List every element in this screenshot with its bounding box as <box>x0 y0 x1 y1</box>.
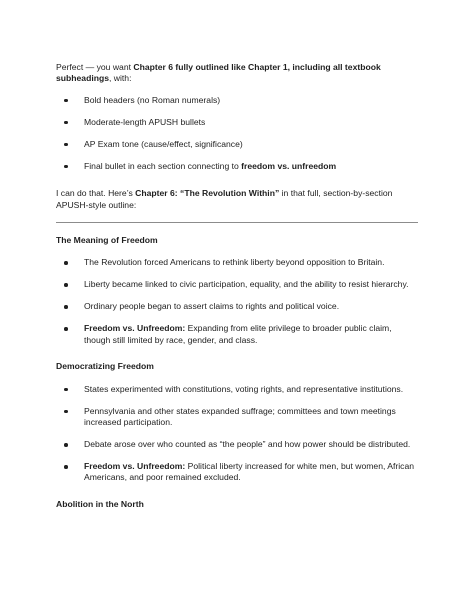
intro-text: Perfect — you want <box>56 62 134 72</box>
requirement-text: Final bullet in each section connecting to <box>84 160 242 171</box>
section-bullet: Debate arose over who counted as “the people” and how power should be distributed. <box>56 439 418 450</box>
section-heading: The Meaning of Freedom <box>56 235 158 246</box>
section-heading: Democratizing Freedom <box>56 361 154 372</box>
freedom-text: Expanding from elite privilege to broader public claim, though still limited by race, gender, and class. <box>84 323 392 345</box>
requirement-item: Bold headers (no Roman numerals) <box>56 95 418 106</box>
lead-paragraph <box>56 188 418 211</box>
section-bullet-list <box>56 384 418 484</box>
requirement-emphasis: freedom vs. unfreedom <box>241 160 337 171</box>
requirements-list <box>56 95 418 172</box>
section-bullet-freedom <box>56 323 418 346</box>
lead-text: I can do that. Here’s <box>56 188 136 199</box>
section-bullet: Pennsylvania and other states expanded suffrage; committees and town meetings increased participation. <box>56 406 418 429</box>
chapter-title: Chapter 6: “The Revolution Within” <box>135 188 280 199</box>
section-bullet: Ordinary people began to assert claims to rights and political voice. <box>56 301 418 312</box>
section-bullet: Liberty became linked to civic participation, equality, and the ability to resist hierarchy. <box>56 279 418 290</box>
requirement-item: Moderate-length APUSH bullets <box>56 117 418 128</box>
section-heading: Abolition in the North <box>56 498 144 509</box>
freedom-label: Freedom vs. Unfreedom: <box>84 323 186 334</box>
intro-text-end: , with: <box>109 73 132 84</box>
section-bullet: States experimented with constitutions, voting rights, and representative institutions. <box>56 384 418 395</box>
intro-paragraph <box>56 62 418 85</box>
requirement-item: AP Exam tone (cause/effect, significance) <box>56 139 418 150</box>
requirement-item-final <box>56 161 418 172</box>
horizontal-divider <box>56 222 418 223</box>
lead-text-end: in that full, section-by-section APUSH-style outline: <box>56 188 393 210</box>
section-bullet-freedom <box>56 461 418 484</box>
freedom-label: Freedom vs. Unfreedom: <box>84 461 186 472</box>
freedom-text: Political liberty increased for white men, but women, African Americans, and poor remained excluded. <box>84 461 415 483</box>
section-bullet-list <box>56 257 418 346</box>
section-bullet: The Revolution forced Americans to rethink liberty beyond opposition to Britain. <box>56 257 418 268</box>
intro-emphasis: Chapter 6 fully outlined like Chapter 1, including all textbook subheadings <box>56 62 381 84</box>
